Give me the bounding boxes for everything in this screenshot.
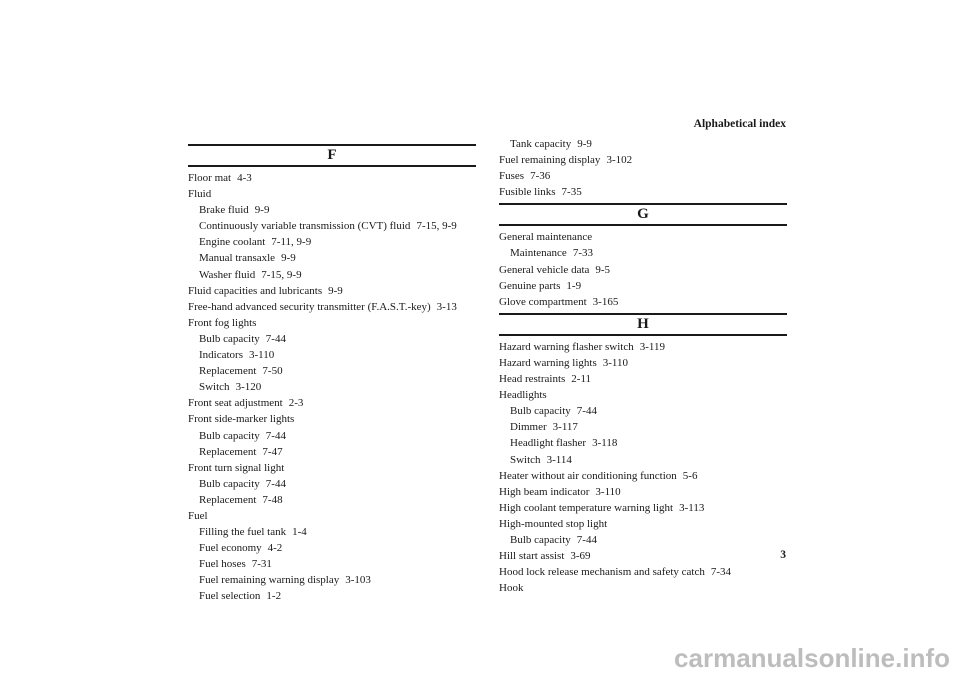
entry-term: High-mounted stop light <box>499 517 608 530</box>
index-entry <box>188 283 476 299</box>
entry-term: High coolant temperature warning light <box>499 501 674 514</box>
index-entry <box>499 168 787 184</box>
index-entry <box>188 299 476 315</box>
entry-page-ref[interactable]: 2-3 <box>288 397 304 410</box>
entry-page-ref[interactable]: 3-118 <box>592 437 618 450</box>
page-number: 3 <box>780 549 786 561</box>
index-subentry <box>499 245 787 261</box>
index-entry <box>188 508 476 524</box>
entry-page-ref[interactable]: 7-44 <box>265 332 286 345</box>
entry-page-ref[interactable]: 3-120 <box>235 381 262 394</box>
index-entry <box>499 548 787 564</box>
entry-term: Bulb capacity <box>510 405 571 418</box>
entry-term: Genuine parts <box>499 279 561 292</box>
index-subentry <box>188 540 476 556</box>
entry-term: Washer fluid <box>199 268 256 281</box>
index-entry <box>499 229 787 245</box>
index-subentry <box>188 218 476 234</box>
entry-page-ref[interactable]: 9-9 <box>281 252 296 265</box>
entry-page-ref[interactable]: 3-13 <box>436 300 457 313</box>
index-entry <box>188 395 476 411</box>
entry-term: Hill start assist <box>499 550 565 563</box>
entry-term: Indicators <box>199 349 243 362</box>
entry-term: Fuel remaining display <box>499 154 601 167</box>
entry-term: High beam indicator <box>499 485 590 498</box>
entry-term: Switch <box>199 381 230 394</box>
entry-page-ref[interactable]: 7-50 <box>262 365 283 378</box>
entry-term: General vehicle data <box>499 263 590 276</box>
entry-page-ref[interactable]: 3-114 <box>546 453 572 466</box>
index-entry <box>499 564 787 580</box>
entry-page-ref[interactable]: 4-2 <box>267 542 283 555</box>
entry-term: Front side-marker lights <box>188 413 295 426</box>
entry-term: Fluid capacities and lubricants <box>188 284 323 297</box>
index-subentry <box>188 428 476 444</box>
index-entry <box>499 516 787 532</box>
index-subentry <box>499 435 787 451</box>
entry-page-ref[interactable]: 7-36 <box>530 170 551 183</box>
entry-term: Hood lock release mechanism and safety catch <box>499 566 705 579</box>
entry-term: Brake fluid <box>199 204 249 217</box>
entry-term: Fluid <box>188 188 212 201</box>
entry-term: Headlight flasher <box>510 437 587 450</box>
index-subentry <box>188 476 476 492</box>
index-entry <box>499 355 787 371</box>
entry-page-ref[interactable]: 7-48 <box>262 493 283 506</box>
index-subentry <box>188 556 476 572</box>
index-subentry <box>188 202 476 218</box>
entry-page-ref[interactable]: 3-165 <box>592 295 619 308</box>
entry-term: Glove compartment <box>499 295 587 308</box>
entry-term: Replacement <box>199 445 257 458</box>
index-subentry <box>188 524 476 540</box>
entry-term: Headlights <box>499 389 547 402</box>
index-entry <box>499 484 787 500</box>
entry-term: Engine coolant <box>199 236 266 249</box>
index-entry <box>499 500 787 516</box>
index-entry <box>499 468 787 484</box>
entry-term: Front fog lights <box>188 316 257 329</box>
entry-term: Hook <box>499 582 524 595</box>
entry-term: Replacement <box>199 493 257 506</box>
index-entry <box>188 411 476 427</box>
index-subentry <box>188 379 476 395</box>
entry-term: Fuel selection <box>199 590 261 603</box>
entry-term: Head restraints <box>499 373 566 386</box>
index-subentry <box>188 572 476 588</box>
entry-page-ref[interactable]: 3-102 <box>606 154 633 167</box>
entry-page-ref[interactable]: 7-33 <box>572 247 593 260</box>
index-subentry <box>499 403 787 419</box>
index-column-left <box>188 141 476 605</box>
entry-page-ref[interactable]: 7-15, 9-9 <box>416 220 457 233</box>
index-subentry <box>188 267 476 283</box>
entry-term: Floor mat <box>188 172 232 184</box>
running-header: Alphabetical index <box>693 118 786 130</box>
index-entry <box>499 294 787 310</box>
index-entry <box>499 387 787 403</box>
entry-term: Fuel <box>188 509 208 522</box>
entry-page-ref[interactable]: 3-69 <box>570 550 591 563</box>
index-subentry <box>499 419 787 435</box>
entry-page-ref[interactable]: 7-44 <box>265 477 286 490</box>
entry-term: Bulb capacity <box>199 429 260 442</box>
entry-page-ref[interactable]: 9-5 <box>595 263 611 276</box>
entry-term: Fuel hoses <box>199 558 246 571</box>
index-entry <box>499 184 787 200</box>
entry-page-ref[interactable]: 9-9 <box>328 284 343 297</box>
index-entry <box>499 262 787 278</box>
entry-page-ref[interactable]: 3-113 <box>679 501 705 514</box>
index-subentry <box>499 136 787 152</box>
entry-page-ref[interactable]: 3-110 <box>248 349 275 362</box>
entry-page-ref[interactable]: 2-11 <box>571 373 592 386</box>
entry-page-ref[interactable]: 7-44 <box>576 405 597 418</box>
entry-term: Tank capacity <box>510 138 572 150</box>
index-entry <box>188 170 476 186</box>
section-letter-heading: G <box>499 203 787 226</box>
entry-page-ref[interactable]: 7-44 <box>265 429 286 442</box>
entry-term: Bulb capacity <box>199 332 260 345</box>
entry-page-ref[interactable]: 3-110 <box>595 485 621 498</box>
entry-term: Hazard warning flasher switch <box>499 340 634 353</box>
entry-page-ref[interactable]: 3-103 <box>345 574 371 587</box>
entry-page-ref[interactable]: 4-3 <box>237 172 252 184</box>
index-entry <box>188 186 476 202</box>
index-entry <box>499 339 787 355</box>
index-column-right <box>499 136 787 596</box>
entry-page-ref[interactable]: 7-15, 9-9 <box>261 268 302 281</box>
entry-term: Bulb capacity <box>199 477 260 490</box>
entry-term: Hazard warning lights <box>499 356 597 369</box>
entry-page-ref[interactable]: 7-34 <box>710 566 732 579</box>
entry-term: Fuel economy <box>199 542 262 555</box>
index-subentry <box>188 363 476 379</box>
entry-page-ref[interactable]: 7-11, 9-9 <box>271 236 312 249</box>
entry-term: Fuel remaining warning display <box>199 574 340 587</box>
index-subentry <box>188 492 476 508</box>
index-subentry <box>188 250 476 266</box>
index-subentry <box>188 234 476 250</box>
entry-page-ref[interactable]: 3-110 <box>602 356 629 369</box>
entry-term: Manual transaxle <box>199 252 276 265</box>
entry-term: General maintenance <box>499 231 593 244</box>
entry-page-ref[interactable]: 3-117 <box>552 421 578 434</box>
entry-term: Heater without air conditioning function <box>499 469 677 482</box>
entry-page-ref[interactable]: 7-47 <box>262 445 283 458</box>
entry-page-ref[interactable]: 7-31 <box>251 558 272 571</box>
index-entry <box>188 460 476 476</box>
section-letter-heading: F <box>188 144 476 167</box>
entry-page-ref[interactable]: 1-2 <box>266 590 282 603</box>
entry-term: Maintenance <box>510 247 567 260</box>
index-subentry <box>188 444 476 460</box>
entry-page-ref[interactable]: 1-4 <box>292 526 307 539</box>
index-subentry <box>188 331 476 347</box>
index-entry <box>499 580 787 596</box>
entry-term: Fusible links <box>499 186 556 199</box>
entry-term: Dimmer <box>510 421 547 434</box>
entry-page-ref[interactable]: 7-44 <box>576 533 597 546</box>
entry-term: Front turn signal light <box>188 461 285 474</box>
index-subentry <box>499 532 787 548</box>
entry-term: Replacement <box>199 365 257 378</box>
entry-page-ref[interactable]: 7-35 <box>561 186 582 199</box>
entry-term: Switch <box>510 453 541 466</box>
entry-page-ref[interactable]: 1-9 <box>566 279 582 292</box>
index-entry <box>499 278 787 294</box>
entry-term: Filling the fuel tank <box>199 526 287 539</box>
entry-term: Front seat adjustment <box>188 397 283 410</box>
index-subentry <box>499 452 787 468</box>
entry-page-ref[interactable]: 5-6 <box>682 469 698 482</box>
entry-page-ref[interactable]: 9-9 <box>254 204 270 217</box>
entry-term: Free-hand advanced security transmitter (F.A.S.T.-key) <box>188 300 431 313</box>
entry-term: Bulb capacity <box>510 533 571 546</box>
index-entry <box>499 371 787 387</box>
entry-term: Continuously variable transmission (CVT) fluid <box>199 220 411 233</box>
index-entry <box>499 152 787 168</box>
watermark-text: carmanualsonline.info <box>674 643 950 673</box>
index-subentry <box>188 588 476 604</box>
index-subentry <box>188 347 476 363</box>
entry-page-ref[interactable]: 9-9 <box>577 138 592 150</box>
index-entry <box>188 315 476 331</box>
entry-term: Fuses <box>499 170 525 183</box>
entry-page-ref[interactable]: 3-119 <box>639 340 665 353</box>
section-letter-heading: H <box>499 313 787 336</box>
